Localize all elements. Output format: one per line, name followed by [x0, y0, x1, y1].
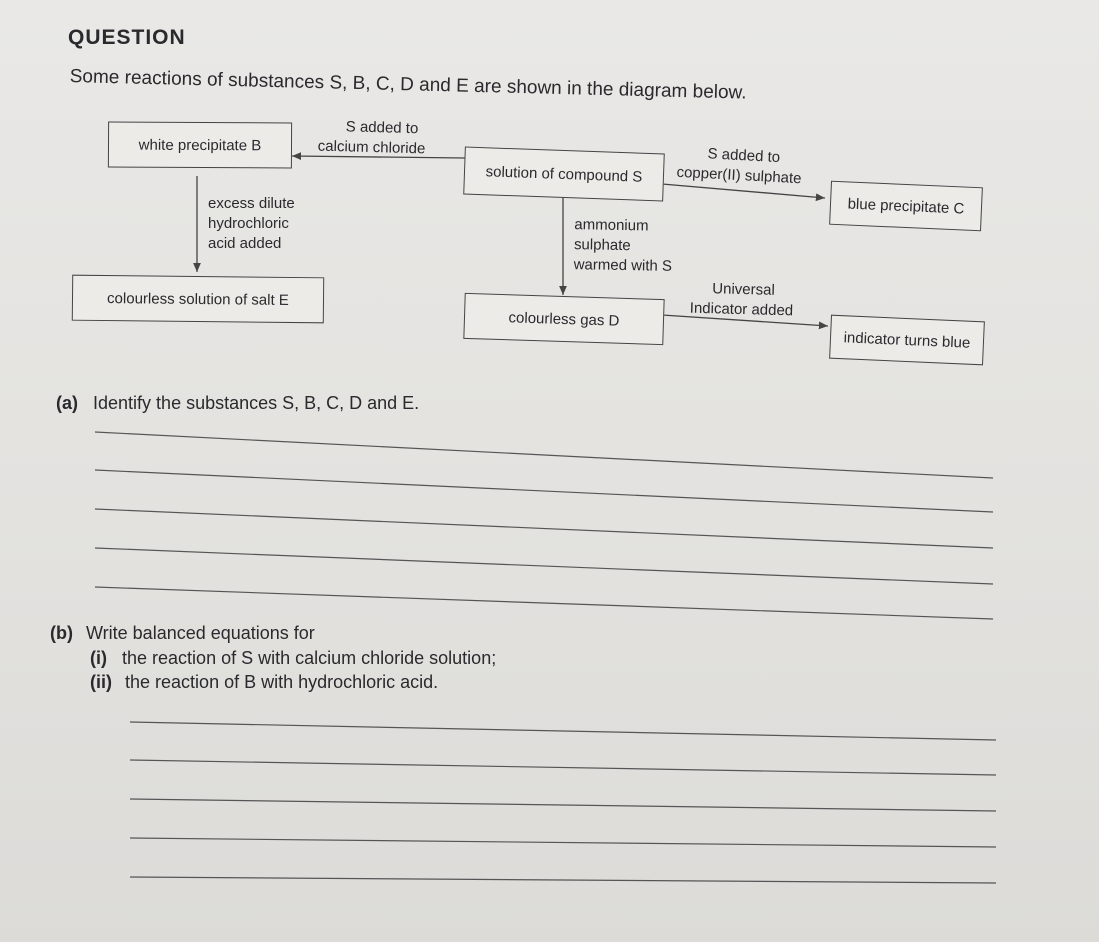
answer-line-b3 [130, 799, 996, 811]
part-a-text: Identify the substances S, B, C, D and E. [93, 393, 420, 413]
box-e-text: colourless solution of salt E [107, 289, 289, 309]
label-nh4-line1: ammonium [574, 216, 649, 235]
box-indicator-text: indicator turns blue [843, 328, 971, 352]
part-b-question [50, 623, 315, 644]
label-nh4-line2: sulphate [573, 236, 631, 255]
box-b-text: white precipitate B [138, 136, 262, 154]
answer-line-b1 [130, 722, 996, 740]
question-heading: QUESTION [68, 26, 186, 49]
box-s-text: solution of compound S [485, 162, 643, 186]
label-cacl2-line2: calcium chloride [317, 137, 426, 158]
label-cuso4-line1: S added to [707, 145, 781, 167]
part-b-ii-text: the reaction of B with hydrochloric acid. [125, 672, 439, 692]
answer-line-a5 [95, 587, 993, 619]
answer-line-a1 [95, 432, 993, 478]
label-cacl2-line1: S added to [345, 118, 419, 138]
box-c-text: blue precipitate C [847, 194, 965, 218]
part-b-text: Write balanced equations for [86, 623, 315, 643]
label-hcl-line2: hydrochloric [208, 215, 289, 232]
answer-line-a3 [95, 509, 993, 548]
box-d-text: colourless gas D [508, 308, 620, 330]
label-cuso4-line2: copper(II) sulphate [676, 163, 802, 188]
answer-line-a2 [95, 470, 993, 512]
part-b-i-text: the reaction of S with calcium chloride solution; [122, 648, 497, 668]
label-hcl-line1: excess dilute [208, 195, 295, 212]
part-b-ii [90, 672, 438, 693]
label-ui-line1: Universal [712, 280, 776, 299]
answer-line-a4 [95, 548, 993, 584]
answer-line-b4 [130, 838, 996, 847]
answer-line-b5 [130, 877, 996, 883]
part-b-ii-label: (ii) [90, 672, 112, 692]
answer-line-b2 [130, 760, 996, 775]
part-a-label: (a) [56, 393, 78, 413]
question-intro: Some reactions of substances S, B, C, D and E are shown in the diagram below. [69, 66, 747, 104]
label-hcl-line3: acid added [208, 235, 282, 252]
part-b-i-label: (i) [90, 648, 107, 668]
label-nh4-line3: warmed with S [573, 256, 673, 275]
part-b-label: (b) [50, 623, 73, 643]
label-ui-line2: Indicator added [689, 299, 794, 320]
part-b-i [90, 648, 496, 669]
